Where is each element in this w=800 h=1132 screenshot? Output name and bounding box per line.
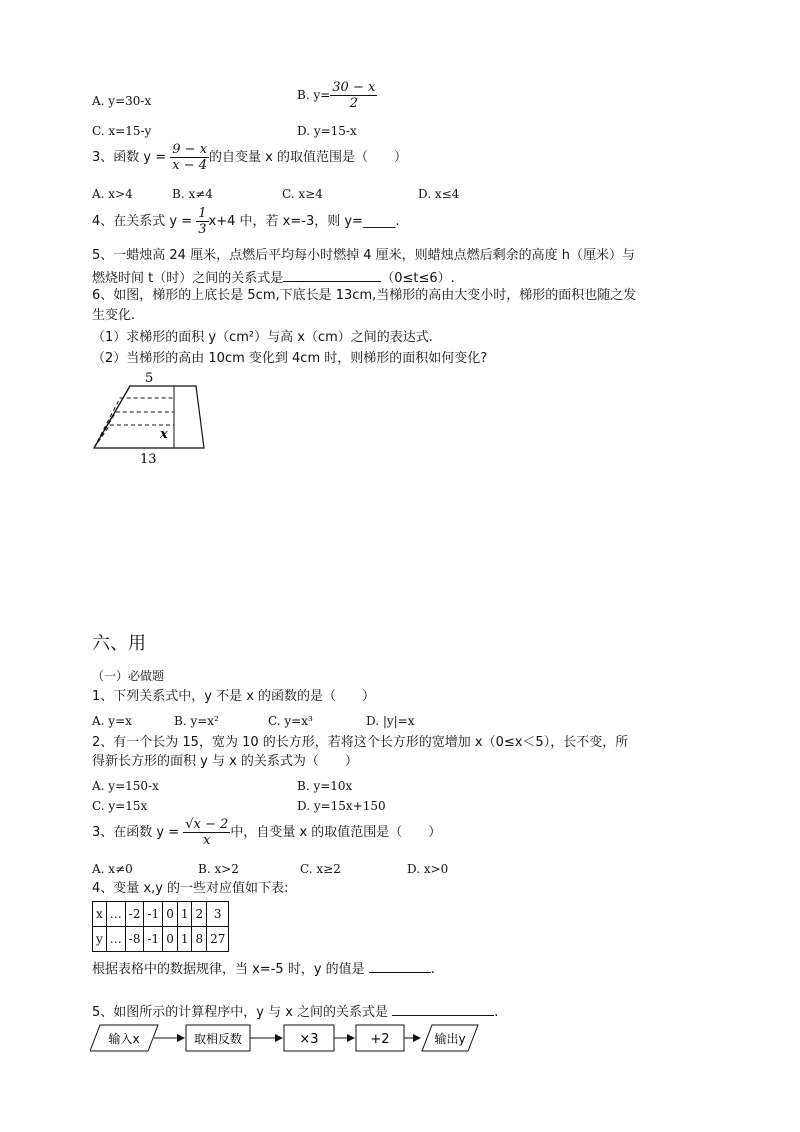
table-cell: 1 (177, 927, 192, 952)
s2-q2-line2: 得新长方形的面积 y 与 x 的关系式为（ ） (92, 754, 358, 769)
s1-q4-suffix: x+4 中，若 x=-3，则 y=_____. (208, 214, 400, 229)
s1-q6-sub2: （2）当梯形的高由 10cm 变化到 4cm 时，则梯形的面积如何变化? (92, 351, 488, 366)
table-cell: 0 (163, 902, 178, 927)
table-cell: 27 (207, 927, 229, 952)
trapezoid-figure (88, 368, 218, 466)
s2-q1-stem: 1、下列关系式中，y 不是 x 的函数的是（ ） (92, 689, 376, 704)
table-cell: 3 (207, 902, 229, 927)
s1-q3-stem (92, 142, 407, 173)
s2-q2-option-d: D. y=15x+150 (297, 799, 386, 813)
s1-q6-sub1: （1）求梯形的面积 y（cm²）与高 x（cm）之间的表达式. (92, 330, 433, 345)
s1-q3-prefix: 3、函数 y = (92, 150, 167, 165)
flow-step-add: +2 (370, 1032, 390, 1047)
s2-q2-option-b: B. y=10x (297, 779, 353, 793)
answer-blank (283, 267, 381, 282)
s2-q1-option-d: D. |y|=x (366, 714, 415, 728)
s1-q4-fraction (196, 206, 208, 237)
table-cell: y (93, 927, 107, 952)
s2-q3-option-a: A. x≠0 (92, 862, 133, 876)
table-cell: x (93, 902, 107, 927)
table-cell: -1 (144, 902, 163, 927)
section-heading: 六、用 (92, 633, 146, 654)
s2-q4-after-prefix: 根据表格中的数据规律，当 x=-5 时，y 的值是 (92, 962, 365, 977)
q2-option-c: C. x=15-y (92, 124, 152, 138)
s2-q5-prefix: 5、如图所示的计算程序中，y 与 x 之间的关系式是 (92, 1005, 389, 1020)
s2-q1-option-a: A. y=x (92, 714, 132, 728)
s1-q6-line1: 6、如图，梯形的上底长是 5cm,下底长是 13cm,当梯形的高由大变小时，梯形的面积也随之发 (92, 288, 637, 303)
fraction-numerator: 9 − x (172, 142, 208, 157)
q2-option-b (297, 80, 377, 111)
value-table (92, 901, 229, 952)
fraction-denominator: x (203, 833, 211, 848)
s1-q5-line2-prefix: 燃烧时间 t（时）之间的关系式是 (92, 271, 284, 286)
fraction-denominator: 2 (349, 96, 358, 111)
flow-step-input: 输入x (108, 1032, 140, 1046)
s2-q4-after-suffix: . (430, 962, 435, 977)
table-cell: -8 (125, 927, 144, 952)
s2-q1-option-b: B. y=x² (174, 714, 219, 728)
flow-step-output: 输出y (434, 1032, 466, 1046)
s1-q5-line2 (92, 267, 455, 288)
q2-option-a: A. y=30-x (92, 94, 152, 108)
s1-q3-option-a: A. x>4 (92, 187, 133, 201)
table-cell: -2 (125, 902, 144, 927)
s1-q4-prefix: 4、在关系式 y = (92, 214, 193, 229)
table-cell: -1 (144, 927, 163, 952)
s1-q6-line2: 生变化. (92, 308, 136, 323)
s2-q3-option-d: D. x>0 (407, 862, 449, 876)
s1-q3-option-d: D. x≤4 (418, 187, 460, 201)
fraction-numerator: 30 − x (332, 80, 376, 95)
table-cell: 8 (192, 927, 207, 952)
s2-q5-suffix: . (494, 1005, 499, 1020)
s2-q3-fraction (183, 817, 230, 848)
s1-q5-line2-suffix: （0≤t≤6）. (381, 271, 455, 286)
s2-q5-stem (92, 1001, 498, 1022)
answer-blank (392, 1001, 494, 1016)
q2-option-d: D. y=15-x (297, 124, 357, 138)
s1-q3-fraction (170, 142, 209, 173)
fraction-numerator: √x − 2 (185, 817, 229, 832)
table-row (93, 927, 229, 952)
s2-q3-prefix: 3、在函数 y = (92, 825, 180, 840)
table-cell: 0 (163, 927, 178, 952)
s1-q3-suffix: 的自变量 x 的取值范围是（ ） (209, 150, 407, 165)
s2-q4-stem: 4、变量 x,y 的一些对应值如下表: (92, 881, 289, 896)
table-cell: … (106, 902, 125, 927)
table-cell: … (106, 927, 125, 952)
table-cell: 2 (192, 902, 207, 927)
computation-flowchart (90, 1020, 490, 1056)
s1-q3-option-b: B. x≠4 (172, 187, 213, 201)
q2-option-b-fraction (330, 80, 377, 111)
s2-q3-suffix: 中，自变量 x 的取值范围是（ ） (230, 825, 442, 840)
s2-q2-option-a: A. y=150-x (92, 779, 159, 793)
s2-q3-option-b: B. x>2 (198, 862, 239, 876)
section-subheading: （一）必做题 (92, 669, 165, 683)
table-row (93, 902, 229, 927)
s2-q1-option-c: C. y=x³ (268, 714, 313, 728)
trapezoid-bottom-label: 13 (140, 452, 157, 466)
fraction-denominator: 3 (198, 222, 207, 237)
flow-step-multiply: ×3 (299, 1032, 319, 1047)
s1-q5-line1: 5、一蜡烛高 24 厘米，点燃后平均每小时燃掉 4 厘米，则蜡烛点燃后剩余的高度 h（厘米）与 (92, 248, 635, 263)
answer-blank (369, 958, 431, 973)
fraction-numerator: 1 (198, 206, 207, 221)
s2-q2-line1: 2、有一个长为 15，宽为 10 的长方形，若将这个长方形的宽增加 x（0≤x＜5），长不变，所 (92, 735, 629, 750)
s1-q4-stem (92, 206, 400, 237)
flow-step-negate: 取相反数 (193, 1032, 243, 1046)
q2-option-b-prefix: B. y= (297, 88, 331, 102)
s2-q3-option-c: C. x≥2 (300, 862, 341, 876)
s2-q3-stem (92, 817, 441, 848)
trapezoid-top-label: 5 (145, 371, 154, 386)
s2-q4-after (92, 958, 435, 979)
s1-q3-option-c: C. x≥4 (282, 187, 323, 201)
table-cell: 1 (177, 902, 192, 927)
s2-q2-option-c: C. y=15x (92, 799, 148, 813)
fraction-denominator: x − 4 (172, 158, 208, 173)
trapezoid-height-label: x (160, 427, 168, 442)
